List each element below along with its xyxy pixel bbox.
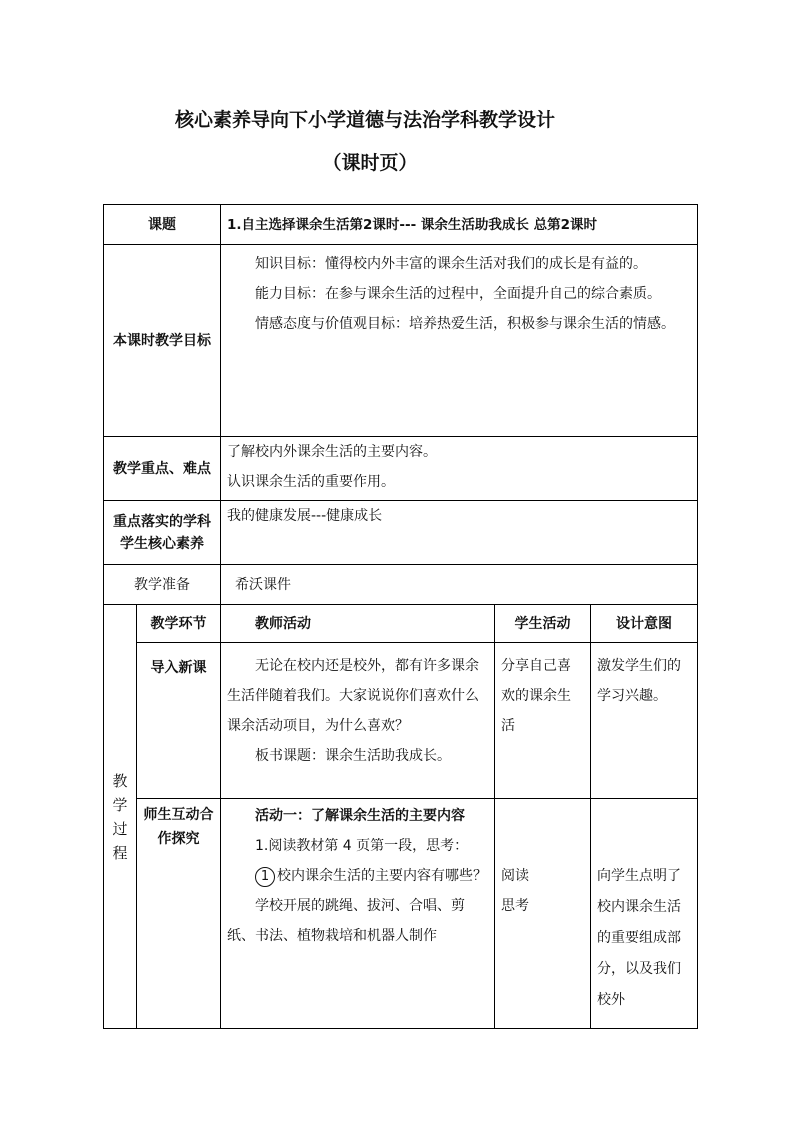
circled-number: 1 (255, 867, 275, 887)
teacher-explore-step1: 1.阅读教材第 4 页第一段，思考： (255, 838, 469, 854)
objectives-label: 本课时教学目标 (104, 245, 221, 437)
objective-ability: 能力目标：在参与课余生活的过程中，全面提升自己的综合素质。 (255, 286, 661, 302)
activity-heading: 活动一：了解课余生活的主要内容 (255, 808, 465, 824)
keypoints-row (104, 437, 698, 501)
teacher-explore (221, 799, 495, 1029)
teacher-intro-text: 无论在校内还是校外，都有许多课余生活伴随着我们。大家说说你们喜欢什么课余活动项目，为什么喜欢？ (227, 658, 479, 734)
topic-row (104, 205, 698, 245)
header-intent: 设计意图 (591, 605, 698, 643)
explore-row (104, 799, 698, 1029)
process-header-row (104, 605, 698, 643)
step-intro: 导入新课 (137, 643, 221, 799)
keypoint-2: 认识课余生活的重要作用。 (227, 474, 395, 490)
document-subtitle: （课时页） (322, 152, 418, 174)
core-literacy-value: 我的健康发展---健康成长 (221, 501, 698, 565)
objective-knowledge: 知识目标：懂得校内外丰富的课余生活对我们的成长是有益的。 (255, 256, 647, 272)
header-teacher: 教师活动 (221, 605, 495, 643)
keypoints-label: 教学重点、难点 (104, 437, 221, 501)
keypoints-cell (221, 437, 698, 501)
header-student: 学生活动 (495, 605, 591, 643)
objectives-cell (221, 245, 698, 437)
topic-label: 课题 (104, 205, 221, 245)
keypoint-1: 了解校内外课余生活的主要内容。 (227, 444, 437, 460)
header-step: 教学环节 (137, 605, 221, 643)
lesson-plan-table (103, 204, 698, 1029)
core-literacy-row (104, 501, 698, 565)
prep-value: 希沃课件 (221, 565, 698, 605)
core-literacy-label: 重点落实的学科学生核心素养 (104, 501, 221, 565)
process-label: 教 学 过 程 (104, 605, 137, 1029)
objectives-row (104, 245, 698, 437)
prep-row (104, 565, 698, 605)
teacher-explore-question: 1 校内课余生活的主要内容有哪些？ (227, 861, 488, 891)
teacher-intro-board: 板书课题：课余生活助我成长。 (255, 748, 451, 764)
objective-attitude: 情感态度与价值观目标：培养热爱生活，积极参与课余生活的情感。 (255, 316, 675, 332)
teacher-intro (221, 643, 495, 799)
topic-value: 1.自主选择课余生活第2课时--- 课余生活助我成长 总第2课时 (221, 205, 698, 245)
prep-label: 教学准备 (104, 565, 221, 605)
step-explore: 师生互动合作探究 (137, 799, 221, 1029)
teacher-explore-list: 学校开展的跳绳、拔河、合唱、剪纸、书法、植物栽培和机器人制作 (227, 898, 465, 944)
intro-row (104, 643, 698, 799)
intent-intro: 激发学生们的学习兴趣。 (591, 643, 698, 799)
student-explore: 阅读 思考 (495, 799, 591, 1029)
student-intro: 分享自己喜欢的课余生活 (495, 643, 591, 799)
document-title: 核心素养导向下小学道德与法治学科教学设计 (174, 109, 555, 131)
intent-explore: 向学生点明了校内课余生活的重要组成部分，以及我们校外 (591, 799, 698, 1029)
